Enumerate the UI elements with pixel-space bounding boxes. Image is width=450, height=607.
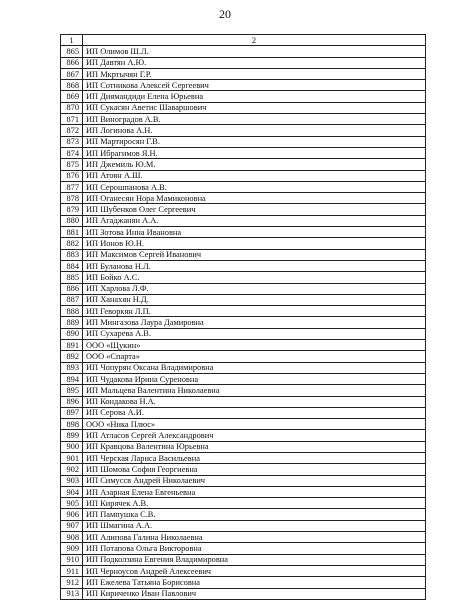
table-row bbox=[61, 46, 426, 57]
entity-name: ИП Виноградов А.В. bbox=[83, 114, 426, 125]
entity-name: ИП Логинова А.Н. bbox=[83, 125, 426, 136]
entity-name: ООО «Спарта» bbox=[83, 351, 426, 362]
entity-name: ИП Кириченко Иван Павлович bbox=[83, 588, 426, 599]
row-number: 884 bbox=[61, 260, 83, 271]
table-row bbox=[61, 565, 426, 576]
row-number: 903 bbox=[61, 475, 83, 486]
table-row bbox=[61, 351, 426, 362]
table-row bbox=[61, 57, 426, 68]
row-number: 868 bbox=[61, 80, 83, 91]
table-row bbox=[61, 238, 426, 249]
entity-name: ИП Кирячек А.В. bbox=[83, 498, 426, 509]
row-number: 908 bbox=[61, 532, 83, 543]
row-number: 870 bbox=[61, 102, 83, 113]
table-row bbox=[61, 419, 426, 430]
row-number: 880 bbox=[61, 215, 83, 226]
entity-name: ИП Ионов Ю.Н. bbox=[83, 238, 426, 249]
entity-name: ИП Пампушка С.В. bbox=[83, 509, 426, 520]
table-row bbox=[61, 306, 426, 317]
row-number: 897 bbox=[61, 407, 83, 418]
entity-name: ИП Шубенков Олег Сергеевич bbox=[83, 204, 426, 215]
entity-name: ИП Потапова Ольга Викторовна bbox=[83, 543, 426, 554]
table-row bbox=[61, 68, 426, 79]
entity-name: ИП Мальцева Валентина Николаевна bbox=[83, 385, 426, 396]
row-number: 871 bbox=[61, 114, 83, 125]
table-row bbox=[61, 577, 426, 588]
table-row bbox=[61, 452, 426, 463]
table-row bbox=[61, 170, 426, 181]
entity-name: ИП Агаджанян А.А. bbox=[83, 215, 426, 226]
entity-name: ИП Атоян А.Ш. bbox=[83, 170, 426, 181]
row-number: 874 bbox=[61, 147, 83, 158]
entity-name: ИП Симуссв Андрей Николаевич bbox=[83, 475, 426, 486]
table-row bbox=[61, 385, 426, 396]
row-number: 902 bbox=[61, 464, 83, 475]
table-row bbox=[61, 396, 426, 407]
table-row bbox=[61, 532, 426, 543]
table-row bbox=[61, 249, 426, 260]
row-number: 865 bbox=[61, 46, 83, 57]
row-number: 890 bbox=[61, 328, 83, 339]
row-number: 881 bbox=[61, 227, 83, 238]
entity-name: ООО «Ника Плюс» bbox=[83, 419, 426, 430]
table-row bbox=[61, 464, 426, 475]
row-number: 892 bbox=[61, 351, 83, 362]
row-number: 905 bbox=[61, 498, 83, 509]
row-number: 896 bbox=[61, 396, 83, 407]
entity-name: ИП Ханахян Н.Д. bbox=[83, 294, 426, 305]
entity-name: ИП Джемиль Ю.М. bbox=[83, 159, 426, 170]
row-number: 899 bbox=[61, 430, 83, 441]
entity-name: ИП Черноусов Андрей Алексеевич bbox=[83, 565, 426, 576]
table-row bbox=[61, 328, 426, 339]
table-row bbox=[61, 283, 426, 294]
entity-name: ИП Харлова Л.Ф. bbox=[83, 283, 426, 294]
entity-name: ООО «Щукин» bbox=[83, 340, 426, 351]
entity-name: ИП Мартиросян Г.В. bbox=[83, 136, 426, 147]
entity-name: ИП Сотникова Алексей Сергеевич bbox=[83, 80, 426, 91]
entity-name: ИП Атласов Сергей Александрович bbox=[83, 430, 426, 441]
table-row bbox=[61, 441, 426, 452]
entity-name: ИП Ежелева Татьяна Борисовна bbox=[83, 577, 426, 588]
table-row bbox=[61, 159, 426, 170]
entity-name: ИП Ибрагимов Я.Н. bbox=[83, 147, 426, 158]
entity-name: ИП Чопурян Оксана Владимировна bbox=[83, 362, 426, 373]
row-number: 877 bbox=[61, 181, 83, 192]
row-number: 898 bbox=[61, 419, 83, 430]
table-row bbox=[61, 260, 426, 271]
entity-name: ИП Диямандиди Елена Юрьевна bbox=[83, 91, 426, 102]
table-row bbox=[61, 294, 426, 305]
row-number: 894 bbox=[61, 373, 83, 384]
entity-name: ИП Сухарева А.В. bbox=[83, 328, 426, 339]
row-number: 875 bbox=[61, 159, 83, 170]
row-number: 909 bbox=[61, 543, 83, 554]
entity-name: ИП Серова А.И. bbox=[83, 407, 426, 418]
table-body bbox=[61, 46, 426, 600]
table-row bbox=[61, 362, 426, 373]
table-row bbox=[61, 407, 426, 418]
entity-name: ИП Мкртычян Г.Р. bbox=[83, 68, 426, 79]
row-number: 895 bbox=[61, 385, 83, 396]
table-row bbox=[61, 136, 426, 147]
entity-name: ИП Кондакова Н.А. bbox=[83, 396, 426, 407]
entity-name: ИП Чудакова Ирина Суреновна bbox=[83, 373, 426, 384]
entity-name: ИП Бойко А.С. bbox=[83, 272, 426, 283]
row-number: 885 bbox=[61, 272, 83, 283]
table-row bbox=[61, 80, 426, 91]
entity-name: ИП Кравцова Валентина Юрьевна bbox=[83, 441, 426, 452]
row-number: 906 bbox=[61, 509, 83, 520]
row-number: 888 bbox=[61, 306, 83, 317]
entity-name: ИП Зотова Инна Ивановна bbox=[83, 227, 426, 238]
entity-name: ИП Шмагина А.А. bbox=[83, 520, 426, 531]
entity-name: ИП Сукасян Аветис Шаваршович bbox=[83, 102, 426, 113]
row-number: 900 bbox=[61, 441, 83, 452]
table-row bbox=[61, 181, 426, 192]
row-number: 910 bbox=[61, 554, 83, 565]
row-number: 878 bbox=[61, 193, 83, 204]
entity-name: ИП Давтян А.Ю. bbox=[83, 57, 426, 68]
table-row bbox=[61, 340, 426, 351]
row-number: 887 bbox=[61, 294, 83, 305]
entity-name: ИП Буланова Н.Л. bbox=[83, 260, 426, 271]
entity-name: ИП Черская Лариса Васильевна bbox=[83, 452, 426, 463]
table-row bbox=[61, 498, 426, 509]
row-number: 891 bbox=[61, 340, 83, 351]
column-header-number: 1 bbox=[61, 35, 83, 46]
row-number: 873 bbox=[61, 136, 83, 147]
table-row bbox=[61, 114, 426, 125]
row-number: 882 bbox=[61, 238, 83, 249]
row-number: 886 bbox=[61, 283, 83, 294]
row-number: 912 bbox=[61, 577, 83, 588]
entity-name: ИП Алипова Галина Николаевна bbox=[83, 532, 426, 543]
table-row bbox=[61, 227, 426, 238]
page-number: 20 bbox=[219, 7, 231, 21]
row-number: 869 bbox=[61, 91, 83, 102]
entity-name: ИП Максимов Сергей Иванович bbox=[83, 249, 426, 260]
table-row bbox=[61, 204, 426, 215]
row-number: 879 bbox=[61, 204, 83, 215]
table-row bbox=[61, 588, 426, 599]
entity-name: ИП Олимов Ш.Л. bbox=[83, 46, 426, 57]
row-number: 907 bbox=[61, 520, 83, 531]
entity-name: ИП Геворкян Л.П. bbox=[83, 306, 426, 317]
entity-name: ИП Мингазова Лаура Дамировна bbox=[83, 317, 426, 328]
row-number: 904 bbox=[61, 486, 83, 497]
registry-table bbox=[60, 34, 426, 600]
table-row bbox=[61, 486, 426, 497]
row-number: 889 bbox=[61, 317, 83, 328]
table-row bbox=[61, 125, 426, 136]
row-number: 866 bbox=[61, 57, 83, 68]
table-row bbox=[61, 520, 426, 531]
row-number: 872 bbox=[61, 125, 83, 136]
entity-name: ИП Азарная Елена Евгеньевна bbox=[83, 486, 426, 497]
table-header-row bbox=[61, 35, 426, 46]
table-row bbox=[61, 475, 426, 486]
entity-name: ИП Шомова София Георгиевна bbox=[83, 464, 426, 475]
table-row bbox=[61, 554, 426, 565]
row-number: 883 bbox=[61, 249, 83, 260]
table-row bbox=[61, 193, 426, 204]
table-row bbox=[61, 373, 426, 384]
row-number: 876 bbox=[61, 170, 83, 181]
row-number: 867 bbox=[61, 68, 83, 79]
row-number: 913 bbox=[61, 588, 83, 599]
entity-name: ИП Подколзина Евгения Владимировна bbox=[83, 554, 426, 565]
row-number: 901 bbox=[61, 452, 83, 463]
table-row bbox=[61, 509, 426, 520]
table-row bbox=[61, 147, 426, 158]
column-header-name: 2 bbox=[83, 35, 426, 46]
row-number: 893 bbox=[61, 362, 83, 373]
table-row bbox=[61, 91, 426, 102]
table-row bbox=[61, 215, 426, 226]
entity-name: ИП Оганесян Нора Мамиконовна bbox=[83, 193, 426, 204]
row-number: 911 bbox=[61, 565, 83, 576]
table-row bbox=[61, 272, 426, 283]
table-row bbox=[61, 543, 426, 554]
table-row bbox=[61, 102, 426, 113]
entity-name: ИП Серошпанова А.В. bbox=[83, 181, 426, 192]
table-row bbox=[61, 430, 426, 441]
table-row bbox=[61, 317, 426, 328]
